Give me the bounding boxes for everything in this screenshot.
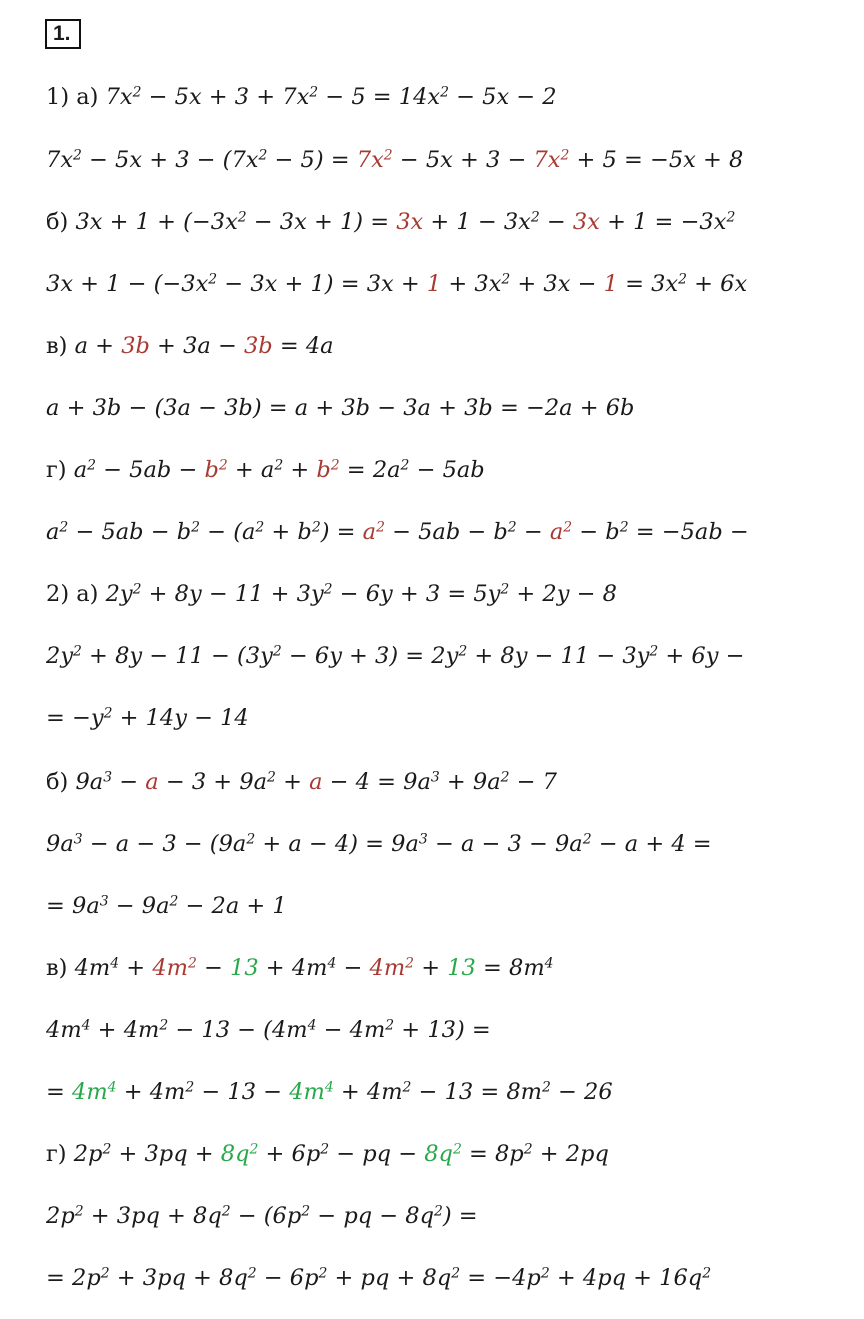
math-term: + 8y − 11 − 3y: [467, 643, 650, 669]
math-term: a: [73, 457, 88, 483]
math-term: г): [46, 1141, 74, 1167]
exponent: 2: [311, 519, 321, 536]
math-term: + pq + 8q: [327, 1265, 452, 1291]
math-term: − 5ab: [409, 457, 485, 483]
math-term: 2p: [73, 1141, 103, 1167]
math-term: =: [46, 1079, 73, 1105]
math-term: − 7: [509, 769, 557, 795]
math-term: a: [362, 519, 377, 545]
math-term: 4m: [369, 955, 406, 981]
exponent: 2: [218, 457, 228, 474]
math-term: +: [414, 955, 448, 981]
exponent: 2: [563, 519, 573, 536]
math-term: 3b: [121, 333, 150, 359]
math-term: − (a: [200, 519, 256, 545]
math-term: г): [46, 457, 74, 483]
math-term: + 6x: [686, 271, 748, 297]
exponent: 3: [103, 769, 113, 786]
math-term: ) =: [442, 1203, 478, 1229]
exponent: 2: [323, 581, 333, 598]
exponent: 2: [59, 519, 69, 536]
exponent: 4: [327, 955, 337, 972]
math-term: − 9a: [108, 893, 170, 919]
equation-line: [46, 1139, 609, 1169]
exponent: 2: [274, 457, 284, 474]
exponent: 2: [619, 519, 629, 536]
math-term: − a − 3 − (9a: [82, 831, 247, 857]
equation-line: [46, 269, 747, 299]
math-term: 8q: [424, 1141, 453, 1167]
exponent: 2: [191, 519, 201, 536]
math-term: 9a: [46, 831, 74, 857]
math-term: 4m: [74, 955, 111, 981]
math-term: 9a: [75, 769, 104, 795]
exponent: 2: [132, 84, 142, 101]
math-term: + 13) =: [394, 1017, 491, 1043]
math-term: = −5ab −: [628, 519, 749, 545]
math-term: б): [46, 209, 76, 235]
exponent: 2: [185, 1079, 195, 1096]
exponent: 2: [74, 1203, 84, 1220]
math-term: + 1 − 3x: [423, 209, 531, 235]
math-term: = 8m: [475, 955, 545, 981]
math-term: 7x: [356, 147, 384, 173]
math-term: в): [46, 955, 75, 981]
exponent: 2: [247, 1265, 257, 1282]
exponent: 2: [87, 457, 97, 474]
exponent: 2: [132, 581, 142, 598]
math-term: − (6p: [230, 1203, 302, 1229]
exponent: 4: [324, 1079, 334, 1096]
exponent: 2: [255, 519, 265, 536]
equation-line: [46, 207, 735, 237]
exponent: 2: [237, 209, 247, 226]
math-term: − 5x + 3 −: [392, 147, 534, 173]
math-term: 3x + 1 − (−3x: [46, 271, 209, 297]
math-term: − 13 = 8m: [411, 1079, 543, 1105]
math-term: + 8y − 11 − (3y: [81, 643, 273, 669]
math-term: − 26: [550, 1079, 613, 1105]
exponent: 2: [400, 457, 410, 474]
math-term: = 9a: [46, 893, 100, 919]
exponent: 2: [159, 1017, 169, 1034]
math-term: + 6p: [258, 1141, 321, 1167]
math-term: + 3x −: [510, 271, 604, 297]
math-term: − 6p: [256, 1265, 319, 1291]
math-term: − 2a + 1: [178, 893, 287, 919]
math-term: − 5 = 14x: [318, 84, 441, 110]
exponent: 2: [249, 1141, 259, 1158]
math-term: ) =: [320, 519, 363, 545]
exponent: 2: [451, 1265, 461, 1282]
math-term: + 3x: [441, 271, 502, 297]
math-term: − 5ab −: [96, 457, 205, 483]
exponent: 2: [258, 147, 268, 164]
exponent: 4: [544, 955, 554, 972]
math-term: − 13 − (4m: [168, 1017, 308, 1043]
exponent: 2: [301, 1203, 311, 1220]
task-number: 1.: [45, 19, 81, 49]
math-term: + 3pq +: [111, 1141, 221, 1167]
equation-line: [46, 1263, 711, 1293]
math-term: + 14y − 14: [112, 705, 249, 731]
equation-line: [46, 641, 744, 671]
math-term: − 4m: [316, 1017, 386, 1043]
math-term: b: [316, 457, 331, 483]
math-term: + 4m: [333, 1079, 403, 1105]
math-term: б): [46, 769, 76, 795]
equation-line: [46, 891, 287, 921]
math-term: − 5) =: [267, 147, 357, 173]
math-term: + b: [264, 519, 312, 545]
math-term: − a − 3 − 9a: [427, 831, 583, 857]
math-term: − 3 + 9a: [158, 769, 268, 795]
math-term: + 5 = −5x + 8: [569, 147, 744, 173]
math-term: − 5x − 2: [448, 84, 557, 110]
exponent: 2: [169, 893, 179, 910]
exponent: 3: [418, 831, 428, 848]
exponent: 4: [110, 955, 120, 972]
math-term: = 8p: [461, 1141, 524, 1167]
math-term: + 3pq + 8q: [109, 1265, 248, 1291]
exponent: 2: [678, 271, 687, 288]
exponent: 3: [73, 831, 83, 848]
exponent: 2: [440, 84, 449, 101]
exponent: 2: [458, 643, 468, 660]
math-term: − 6y + 3 = 5y: [332, 581, 501, 607]
exponent: 2: [507, 519, 517, 536]
exponent: 2: [402, 1079, 412, 1096]
math-term: 3x: [572, 209, 600, 235]
math-term: +: [275, 769, 310, 795]
exponent: 2: [272, 643, 282, 660]
exponent: 2: [73, 643, 82, 660]
exponent: 2: [100, 1265, 110, 1282]
math-term: + 9a: [439, 769, 501, 795]
math-term: 8q: [220, 1141, 250, 1167]
exponent: 2: [452, 1141, 462, 1158]
exponent: 2: [501, 271, 511, 288]
math-term: 3b: [243, 333, 273, 359]
math-term: − a + 4 =: [591, 831, 712, 857]
exponent: 2: [208, 271, 218, 288]
math-term: + 4m: [116, 1079, 186, 1105]
math-term: a +: [74, 333, 122, 359]
math-term: в): [46, 333, 75, 359]
exponent: 3: [430, 769, 440, 786]
math-term: 4m: [289, 1079, 325, 1105]
equation-line: [46, 767, 557, 797]
math-term: −: [516, 519, 550, 545]
equation-line: [46, 703, 249, 733]
math-term: 7x: [46, 147, 74, 173]
exponent: 2: [330, 457, 340, 474]
math-term: − 3x + 1) =: [246, 209, 397, 235]
math-term: + 6y −: [658, 643, 745, 669]
math-term: 2y: [46, 643, 74, 669]
exponent: 2: [187, 955, 197, 972]
exponent: 2: [376, 519, 385, 536]
math-term: a: [309, 769, 323, 795]
equation-line: [46, 953, 554, 983]
math-term: = 2p: [46, 1265, 101, 1291]
math-term: + 1 = −3x: [599, 209, 727, 235]
math-term: + a: [227, 457, 275, 483]
math-term: − 4 = 9a: [322, 769, 431, 795]
math-term: − 5ab − b: [384, 519, 508, 545]
exponent: 4: [81, 1017, 91, 1034]
equation-line: [46, 82, 557, 112]
math-term: + 4m: [258, 955, 328, 981]
exponent: 2: [385, 1017, 395, 1034]
math-term: 1: [426, 271, 442, 297]
math-term: 2y: [105, 581, 133, 607]
math-term: + 4pq + 16q: [549, 1265, 703, 1291]
math-term: 1) а): [46, 84, 106, 110]
exponent: 2: [542, 1079, 551, 1096]
math-term: + 2pq: [532, 1141, 609, 1167]
math-term: − pq −: [329, 1141, 425, 1167]
exponent: 2: [320, 1141, 330, 1158]
exponent: 2: [434, 1203, 443, 1220]
math-term: − 6y + 3) = 2y: [281, 643, 459, 669]
equation-line: [46, 517, 749, 547]
exponent: 2: [103, 705, 113, 722]
exponent: 2: [523, 1141, 533, 1158]
equation-line: [46, 393, 634, 423]
math-term: 7x: [105, 84, 133, 110]
exponent: 2: [540, 1265, 550, 1282]
math-term: + 3a −: [149, 333, 244, 359]
exponent: 2: [267, 769, 276, 786]
exponent: 2: [726, 209, 736, 226]
math-term: + 3pq + 8q: [83, 1203, 222, 1229]
math-term: a: [46, 519, 60, 545]
math-term: − 3x + 1) = 3x +: [217, 271, 427, 297]
exponent: 2: [702, 1265, 712, 1282]
math-term: 4m: [46, 1017, 82, 1043]
exponent: 2: [500, 581, 510, 598]
equation-line: [46, 1201, 478, 1231]
math-term: − pq − 8q: [310, 1203, 434, 1229]
math-term: − 5x + 3 − (7x: [81, 147, 259, 173]
math-term: = 2a: [339, 457, 401, 483]
math-term: −: [539, 209, 573, 235]
exponent: 2: [530, 209, 540, 226]
equation-line: [46, 455, 485, 485]
exponent: 2: [221, 1203, 231, 1220]
math-term: 1: [603, 271, 618, 297]
math-term: 13: [447, 955, 476, 981]
math-term: +: [119, 955, 153, 981]
exponent: 2: [383, 147, 393, 164]
equation-line: [46, 1015, 491, 1045]
math-term: 4m: [152, 955, 188, 981]
exponent: 2: [246, 831, 256, 848]
math-term: − 5ab − b: [68, 519, 192, 545]
math-term: + 8y − 11 + 3y: [141, 581, 324, 607]
equation-line: [46, 145, 743, 175]
math-term: = 3x: [617, 271, 679, 297]
math-term: 4m: [72, 1079, 108, 1105]
exponent: 2: [73, 147, 82, 164]
exponent: 2: [309, 84, 319, 101]
math-term: = 4a: [272, 333, 334, 359]
exponent: 2: [582, 831, 592, 848]
math-term: + 2y − 8: [509, 581, 617, 607]
math-term: 2p: [46, 1203, 75, 1229]
math-term: +: [283, 457, 317, 483]
math-term: + a − 4) = 9a: [255, 831, 419, 857]
exponent: 4: [107, 1079, 117, 1096]
math-term: 7x: [533, 147, 561, 173]
math-term: 13: [230, 955, 259, 981]
exponent: 2: [560, 147, 570, 164]
math-term: a: [145, 769, 159, 795]
exponent: 2: [500, 769, 510, 786]
math-term: − 5x + 3 + 7x: [141, 84, 310, 110]
math-term: a + 3b − (3a − 3b) = a + 3b − 3a + 3b = −2a + 6b: [46, 395, 635, 421]
exponent: 3: [99, 893, 109, 910]
equation-line: [46, 579, 617, 609]
exponent: 2: [649, 643, 659, 660]
exponent: 2: [318, 1265, 328, 1282]
math-term: −: [336, 955, 370, 981]
math-term: − 13 −: [194, 1079, 290, 1105]
exponent: 2: [102, 1141, 112, 1158]
math-term: 2) а): [46, 581, 106, 607]
exponent: 4: [307, 1017, 317, 1034]
math-term: a: [549, 519, 564, 545]
math-term: −: [112, 769, 146, 795]
math-term: 3x: [396, 209, 424, 235]
math-term: b: [204, 457, 219, 483]
math-term: − b: [572, 519, 620, 545]
math-term: + 4m: [90, 1017, 160, 1043]
math-term: = −4p: [460, 1265, 541, 1291]
exponent: 2: [405, 955, 415, 972]
equation-line: [46, 1077, 613, 1107]
math-term: = −y: [46, 705, 104, 731]
math-term: 3x + 1 + (−3x: [75, 209, 238, 235]
math-term: −: [196, 955, 231, 981]
equation-line: [46, 829, 712, 859]
equation-line: [46, 331, 334, 361]
